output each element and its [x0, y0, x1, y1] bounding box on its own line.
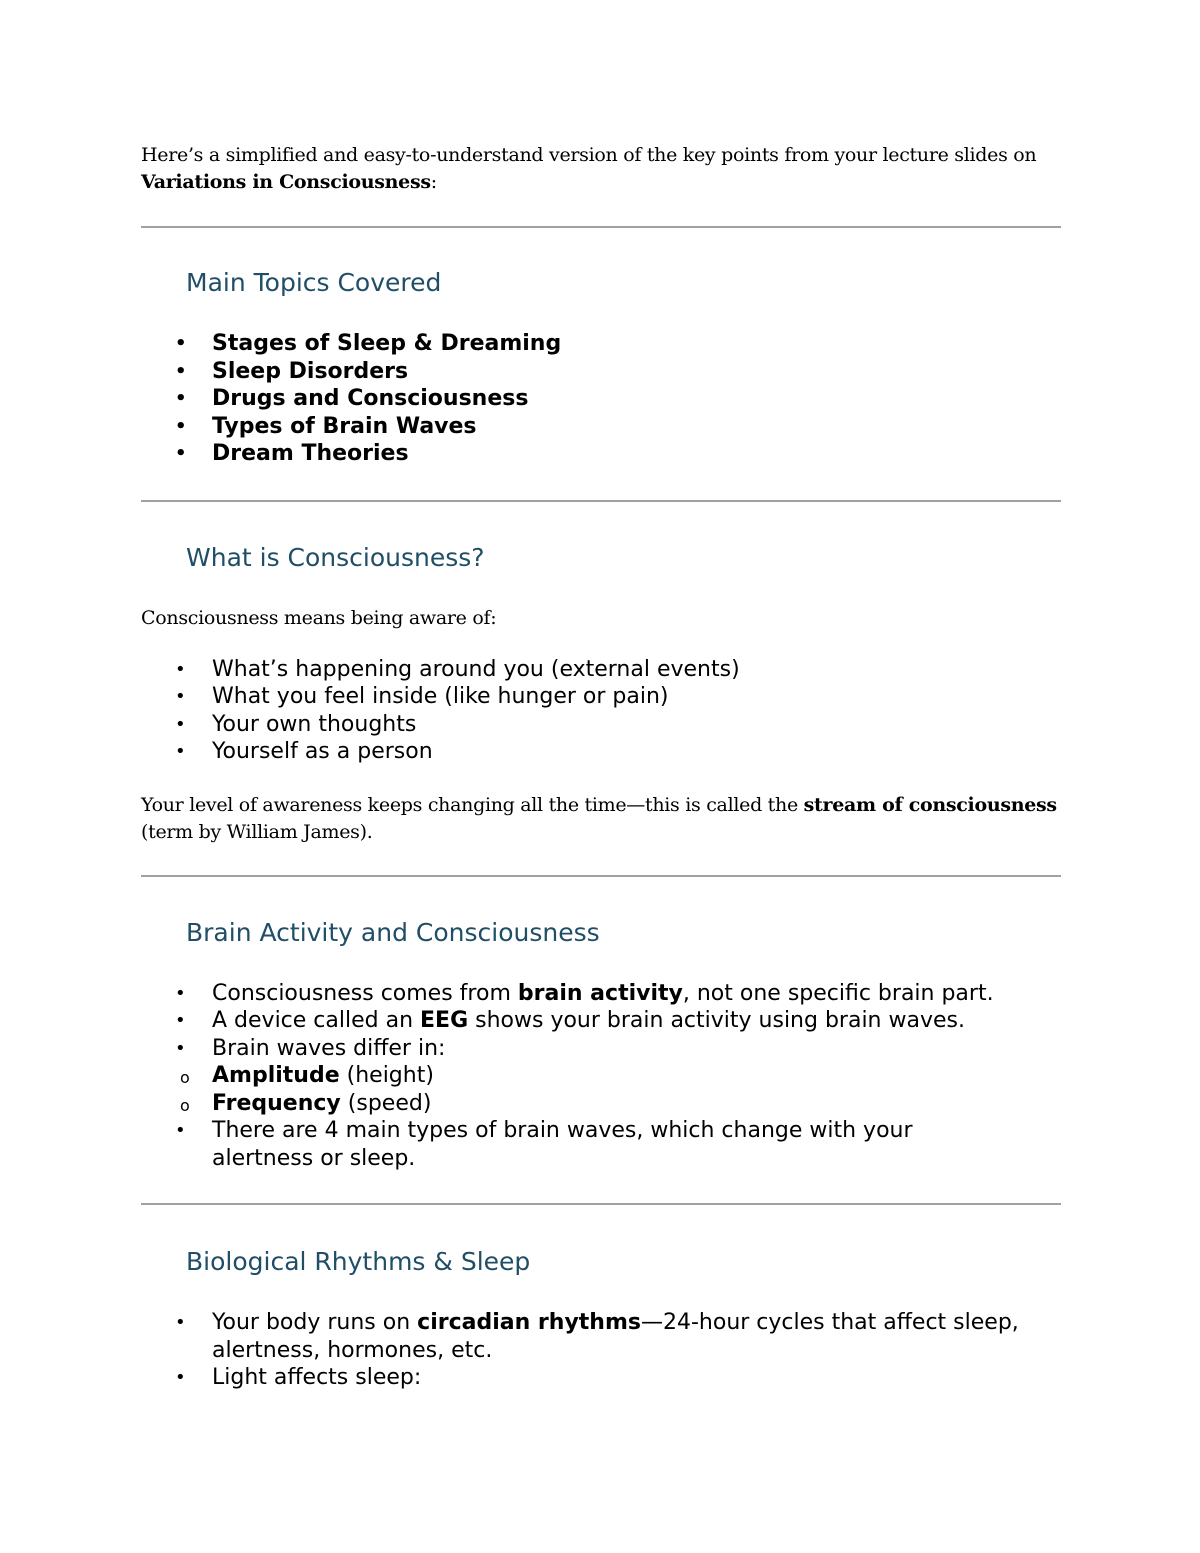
closing-bold: stream of consciousness [803, 793, 1057, 816]
list-item [141, 711, 1061, 739]
list-item-text: Drugs and Consciousness [212, 386, 529, 411]
list-item [141, 440, 1061, 468]
list-item-text: Consciousness comes from [212, 980, 518, 1006]
bullet-icon: • [175, 415, 187, 437]
circle-bullet-icon: o [180, 1068, 190, 1087]
list-item-text: Brain waves differ in: [212, 1035, 446, 1061]
closing-text-end: (term by William James). [141, 820, 373, 843]
bullet-icon: • [175, 1120, 186, 1141]
sub-item-text: (speed) [340, 1090, 432, 1116]
list-item [141, 1117, 1061, 1172]
bullet-icon: • [175, 388, 187, 409]
sub-list-item [141, 1062, 1061, 1090]
circle-bullet-icon: o [180, 1095, 190, 1115]
bullet-icon: • [175, 443, 187, 464]
brain-activity-list [141, 980, 1061, 1173]
bullet-icon: • [175, 658, 186, 680]
sub-item-bold: Amplitude [212, 1063, 340, 1088]
bullet-icon: • [175, 686, 186, 707]
list-item [141, 656, 1061, 684]
closing-text: Your level of awareness keeps changing all the time—this is called the [141, 793, 804, 816]
intro-text: Here’s a simplified and easy-to-understand version of the key points from your lecture slides on [141, 144, 1037, 166]
divider [141, 500, 1061, 502]
intro-colon: : [430, 171, 437, 193]
bullet-icon: • [175, 1037, 186, 1059]
divider [141, 1203, 1061, 1205]
list-item-text: Sleep Disorders [212, 358, 409, 384]
list-item-bold: circadian rhythms [417, 1310, 641, 1335]
list-item-text: Dream Theories [212, 441, 409, 466]
list-item-text: , not one specific brain part. [682, 980, 994, 1006]
list-item [141, 358, 1061, 386]
sub-item-bold: Frequency [212, 1090, 341, 1116]
list-item-text: Your own thoughts [212, 711, 417, 737]
list-item-text: What’s happening around you (external events) [212, 656, 740, 682]
bullet-icon: • [175, 741, 186, 762]
awareness-list [141, 656, 1061, 766]
document-page [141, 142, 1061, 1392]
list-item [141, 1309, 1061, 1364]
list-item [141, 980, 1061, 1008]
bullet-icon: • [175, 713, 186, 735]
brain-wave-properties-list [141, 1062, 1061, 1117]
list-item-text: A device called an [212, 1008, 421, 1033]
sub-item-text: (height) [339, 1063, 434, 1088]
list-item [141, 385, 1061, 413]
divider [141, 226, 1061, 228]
bullet-icon: • [175, 360, 187, 382]
intro-bold-topic: Variations in Consciousness [141, 171, 431, 193]
intro-paragraph [141, 142, 1061, 196]
list-item-text: Your body runs on [212, 1310, 418, 1335]
what-is-lead: Consciousness means being aware of: [141, 606, 497, 629]
bullet-icon: • [175, 1312, 186, 1333]
list-item-text: What you feel inside (like hunger or pain) [212, 684, 669, 709]
divider [141, 875, 1061, 877]
list-item [141, 330, 1061, 358]
list-item [141, 1035, 1061, 1118]
list-item-bold: EEG [420, 1008, 469, 1033]
list-item [141, 1007, 1061, 1035]
list-item-text: Types of Brain Waves [212, 413, 477, 439]
list-item-text: Stages of Sleep & Dreaming [212, 331, 562, 356]
sub-list-item [141, 1090, 1061, 1118]
list-item-text: Light affects sleep: [212, 1365, 422, 1390]
stream-of-consciousness-paragraph [141, 792, 1061, 846]
list-item-text: —24-hour cycles that affect sleep, alertness, hormones, etc. [212, 1310, 1019, 1363]
list-item [141, 413, 1061, 441]
heading-main-topics: Main Topics Covered [186, 268, 442, 297]
list-item-text: There are 4 main types of brain waves, which change with your alertness or sleep. [212, 1118, 913, 1171]
heading-biological-rhythms: Biological Rhythms & Sleep [186, 1247, 531, 1276]
list-item [141, 738, 1061, 766]
list-item-bold: brain activity [517, 980, 683, 1006]
list-item [141, 1364, 1061, 1392]
heading-brain-activity: Brain Activity and Consciousness [186, 917, 600, 947]
bullet-icon: • [175, 982, 186, 1004]
list-item-text: shows your brain activity using brain waves. [468, 1008, 965, 1033]
main-topics-list [141, 330, 1061, 468]
bullet-icon: • [175, 1010, 186, 1031]
list-item [141, 683, 1061, 711]
biological-rhythms-list [141, 1309, 1061, 1392]
bullet-icon: • [175, 333, 187, 354]
bullet-icon: • [175, 1367, 186, 1388]
heading-what-is-consciousness: What is Consciousness? [186, 542, 485, 572]
list-item-text: Yourself as a person [212, 739, 433, 764]
